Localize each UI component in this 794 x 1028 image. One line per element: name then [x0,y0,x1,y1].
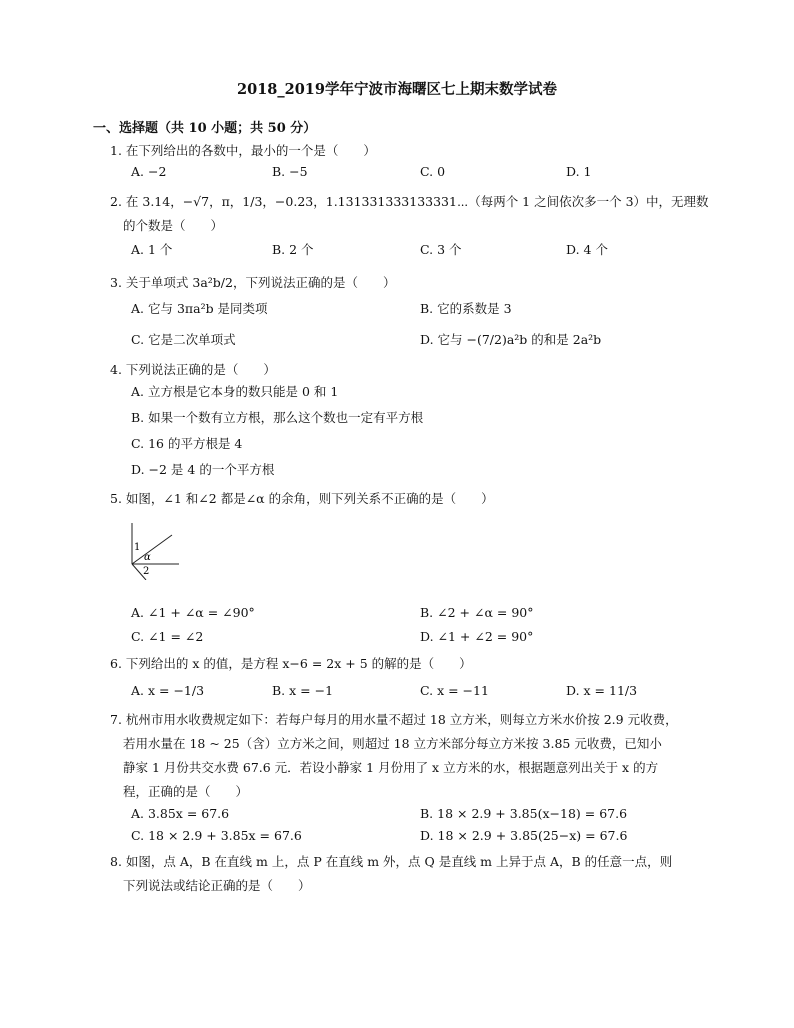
question-8-continuation: 下列说法或结论正确的是（ ） [123,878,311,893]
page-title: 2018_2019学年宁波市海曙区七上期末数学试卷 [237,81,557,98]
angle-1-label: 1 [134,542,141,553]
question-5-stem: 5. 如图，∠1 和∠2 都是∠α 的余角，则下列关系不正确的是（ ） [110,491,494,506]
question-7-line-2: 若用水量在 18 ~ 25（含）立方米之间，则超过 18 立方米部分每立方米按 3.85 元收费，已知小 [123,736,662,751]
q4-option-c: C. 16 的平方根是 4 [131,436,243,451]
q1-option-b: B. −5 [272,164,308,179]
q3-option-c: C. 它是二次单项式 [131,332,236,347]
q1-option-a: A. −2 [131,164,167,179]
q7-option-b: B. 18 × 2.9 + 3.85(x−18) = 67.6 [420,806,628,821]
question-3-stem: 3. 关于单项式 3a²b/2，下列说法正确的是（ ） [110,275,396,290]
angle-alpha-label: α [144,552,151,563]
question-1-stem: 1. 在下列给出的各数中，最小的一个是（ ） [110,143,376,158]
q6-option-a: A. x = −1/3 [131,683,205,698]
q5-option-c: C. ∠1 = ∠2 [131,629,204,644]
q4-option-b: B. 如果一个数有立方根，那么这个数也一定有平方根 [131,410,424,425]
q2-option-c: C. 3 个 [420,242,462,257]
q3-option-a: A. 它与 3πa²b 是同类项 [131,301,268,316]
q2-option-a: A. 1 个 [131,242,173,257]
q7-option-c: C. 18 × 2.9 + 3.85x = 67.6 [131,828,302,843]
section-heading: 一、选择题（共 10 小题；共 50 分） [93,121,317,136]
q2-option-b: B. 2 个 [272,242,314,257]
q4-option-d: D. −2 是 4 的一个平方根 [131,462,275,477]
angle-2-label: 2 [143,566,150,577]
q6-option-c: C. x = −11 [420,683,489,698]
angle-figure [124,520,194,580]
question-6-stem: 6. 下列给出的 x 的值，是方程 x−6 = 2x + 5 的解的是（ ） [110,656,472,671]
q1-option-d: D. 1 [566,164,592,179]
q5-option-d: D. ∠1 + ∠2 = 90° [420,629,534,644]
question-2-stem: 2. 在 3.14，−√7，π，1/3，−0.23，1.131331333133331⋯（每两个 1 之间依次多一个 3）中，无理数 [110,194,709,209]
question-7-stem: 7. 杭州市用水收费规定如下：若每户每月的用水量不超过 18 立方米，则每立方米水价按 2.9 元收费， [110,712,678,727]
q6-option-b: B. x = −1 [272,683,334,698]
q3-option-b: B. 它的系数是 3 [420,301,512,316]
q5-option-a: A. ∠1 + ∠α = ∠90° [131,605,255,620]
q1-option-c: C. 0 [420,164,446,179]
question-7-line-3: 静家 1 月份共交水费 67.6 元．若设小静家 1 月份用了 x 立方米的水，根据题意列出关于 x 的方 [123,760,659,775]
q3-option-d: D. 它与 −(7/2)a²b 的和是 2a²b [420,332,602,347]
q4-option-a: A. 立方根是它本身的数只能是 0 和 1 [131,384,339,399]
question-2-continuation: 的个数是（ ） [123,218,224,233]
q6-option-d: D. x = 11/3 [566,683,638,698]
q2-option-d: D. 4 个 [566,242,608,257]
question-7-line-4: 程，正确的是（ ） [123,784,249,799]
q7-option-a: A. 3.85x = 67.6 [131,806,230,821]
question-8-stem: 8. 如图，点 A，B 在直线 m 上，点 P 在直线 m 外，点 Q 是直线 m 上异于点 A，B 的任意一点，则 [110,854,673,869]
q5-option-b: B. ∠2 + ∠α = 90° [420,605,534,620]
question-4-stem: 4. 下列说法正确的是（ ） [110,362,276,377]
q7-option-d: D. 18 × 2.9 + 3.85(25−x) = 67.6 [420,828,628,843]
